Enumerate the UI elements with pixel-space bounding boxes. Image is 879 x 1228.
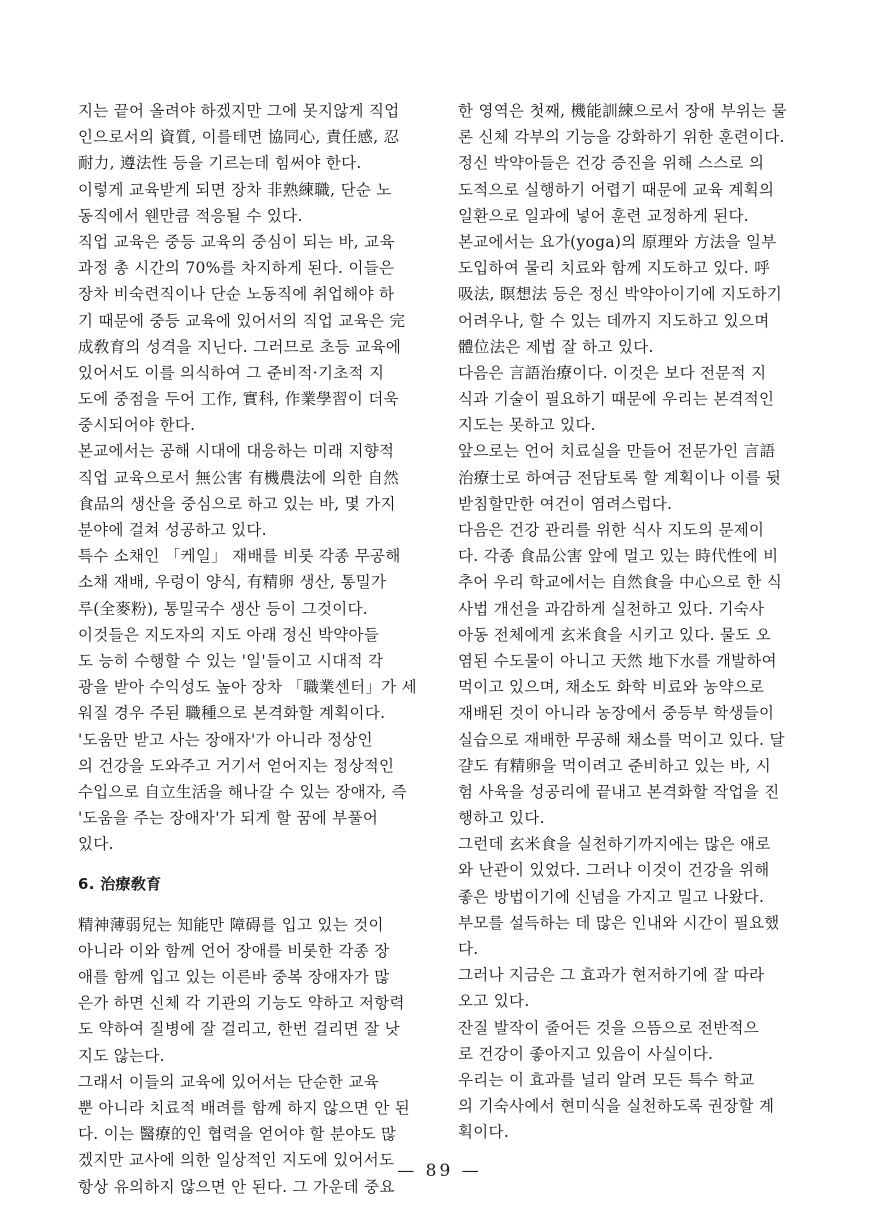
left-text-line: 장차 비숙련직이나 단순 노동직에 취업해야 하 [78, 285, 395, 304]
page-number: — 89 — [397, 1161, 482, 1181]
left-text-line: 이렇게 교육받게 되면 장차 非熟練職, 단순 노 [78, 180, 392, 199]
right-text-line: 다. [458, 940, 479, 958]
left-text-line: 동직에서 웬만큼 적응될 수 있다. [78, 206, 303, 225]
right-text-line: 일환으로 일과에 넣어 훈련 교정하게 된다. [458, 206, 750, 225]
spacer [78, 857, 430, 871]
section-heading: 6. 治療敎育 [78, 875, 162, 894]
left-text-line: 워질 경우 주된 職種으로 본격화할 계획이다. [78, 704, 386, 723]
right-text-line: 한 영역은 첫째, 機能訓練으로서 장애 부위는 물 [458, 102, 787, 120]
left-text-line: 도에 중점을 두어 工作, 實科, 作業學習이 더욱 [78, 390, 399, 409]
left-text-line: 耐力, 遵法性 등을 기르는데 힘써야 한다. [78, 154, 362, 173]
left-text-line: 애를 함께 입고 있는 이른바 중복 장애자가 많 [78, 968, 390, 986]
left-text-line: 지도 않는다. [78, 1046, 165, 1065]
left-text-line: 있어서도 이를 의식하여 그 준비적·기초적 지 [78, 363, 385, 382]
left-text-line: 겠지만 교사에 의한 일상적인 지도에 있어서도 [78, 1151, 395, 1170]
right-text-line: 다. 각종 食品公害 앞에 멀고 있는 時代性에 비 [458, 547, 779, 566]
right-text-line: 오고 있다. [458, 992, 530, 1011]
right-text-line: 정신 박약아들은 건강 증진을 위해 스스로 의 [458, 154, 765, 173]
left-text-line: 수입으로 自立生活을 해나갈 수 있는 장애자, 즉 [78, 782, 407, 801]
right-text-line: 부모를 설득하는 데 많은 인내와 시간이 필요했 [458, 913, 780, 932]
right-text-line: 염된 수도물이 아니고 天然 地下水를 개발하여 [458, 651, 777, 670]
left-text-line: 항상 유의하지 않으면 안 된다. 그 가운데 중요 [78, 1177, 395, 1196]
left-text-line: 精神薄弱兒는 知能만 障碍를 입고 있는 것이 [78, 915, 384, 934]
right-text-line: 治療士로 하여금 전담토록 할 계획이나 이를 뒷 [458, 468, 782, 487]
right-text-line: 앞으로는 언어 치료실을 만들어 전문가인 言語 [458, 442, 776, 461]
right-text-line: 우리는 이 효과를 널리 알려 모든 특수 학교 [458, 1070, 755, 1089]
left-text-line: 루(全麥粉), 통밀국수 생산 등이 그것이다. [78, 599, 369, 618]
right-text-line: 행하고 있다. [458, 809, 545, 828]
left-text-line: 분야에 걸쳐 성공하고 있다. [78, 521, 267, 539]
left-text-line: 광을 받아 수익성도 높아 장차 「職業센터」가 세 [78, 678, 417, 697]
left-text-line: 그래서 이들의 교육에 있어서는 단순한 교육 [78, 1072, 380, 1091]
right-text-line: 획이다. [458, 1123, 510, 1142]
right-text-line: 사법 개선을 과감하게 실천하고 있다. 기숙사 [458, 599, 765, 618]
left-column [78, 98, 430, 1200]
right-text-line: 추어 우리 학교에서는 自然食을 中心으로 한 식 [458, 573, 783, 592]
spacer [78, 898, 430, 912]
left-text-line: 소채 재배, 우렁이 양식, 有精卵 생산, 통밀가 [78, 573, 387, 592]
right-text-line: 재배된 것이 아니라 농장에서 중등부 학생들이 [458, 704, 775, 723]
right-text-line: 어려우나, 할 수 있는 데까지 지도하고 있으며 [458, 311, 770, 330]
right-text-line: 식과 기술이 필요하기 때문에 우리는 본격적인 [458, 390, 775, 409]
right-text-line: 도적으로 실행하기 어렵기 때문에 교육 계획의 [458, 180, 775, 199]
left-text-line: 도 능히 수행할 수 있는 '일'들이고 시대적 각 [78, 651, 384, 670]
left-text-line: 의 건강을 도와주고 거기서 얻어지는 정상적인 [78, 756, 395, 775]
right-text-line: 와 난관이 있었다. 그러나 이것이 건강을 위해 [458, 861, 770, 880]
right-text-line: 받침할만한 여건이 염려스럽다. [458, 494, 673, 513]
left-text-line: 특수 소채인 「케일」 재배를 비롯 각종 무공해 [78, 547, 401, 566]
right-text-line: 다음은 言語治療이다. 이것은 보다 전문적 지 [458, 363, 767, 382]
left-text-line: 도 약하여 질병에 잘 걸리고, 한번 걸리면 잘 낫 [78, 1020, 400, 1039]
left-text-line: 食品의 생산을 중심으로 하고 있는 바, 몇 가지 [78, 494, 396, 513]
left-text-line: '도움만 받고 사는 장애자'가 아니라 정상인 [78, 730, 373, 749]
left-text-line: 아니라 이와 함께 언어 장애를 비롯한 각종 장 [78, 941, 390, 960]
left-text-line: 직업 교육으로서 無公害 有機農法에 의한 自然 [78, 468, 400, 487]
right-text-line: 體位法은 제법 잘 하고 있다. [458, 337, 654, 356]
left-text-line: 뿐 아니라 치료적 배려를 함께 하지 않으면 안 된 [78, 1098, 411, 1117]
right-text-line: 아동 전체에게 玄米食을 시키고 있다. 물도 오 [458, 625, 772, 644]
left-text-line: 과정 총 시간의 70%를 차지하게 된다. 이들은 [78, 259, 395, 278]
right-text-line: 지도는 못하고 있다. [458, 416, 596, 435]
left-text-line: 은가 하면 신체 각 기관의 기능도 약하고 저항력 [78, 994, 405, 1013]
right-text-line: 실습으로 재배한 무공해 채소를 먹이고 있다. 달 [458, 730, 785, 749]
left-text-line: 기 때문에 중등 교육에 있어서의 직업 교육은 完 [78, 311, 406, 330]
right-text-line: 본교에서는 요가(yoga)의 原理와 方法을 일부 [458, 232, 777, 251]
right-text-line: 험 사육을 성공리에 끝내고 본격화할 작업을 진 [458, 782, 780, 801]
left-text-line: '도움을 주는 장애자'가 되게 할 꿈에 부풀어 [78, 809, 379, 828]
left-text-line: 중시되어야 한다. [78, 416, 196, 435]
left-text-line: 있다. [78, 835, 114, 854]
right-text-line: 吸法, 瞑想法 등은 정신 박약아이기에 지도하기 [458, 285, 783, 304]
left-text-line: 본교에서는 공해 시대에 대응하는 미래 지향적 [78, 442, 395, 461]
right-text-line: 먹이고 있으며, 채소도 화학 비료와 농약으로 [458, 678, 765, 697]
right-text-line: 그런데 玄米食을 실천하기까지에는 많은 애로 [458, 835, 771, 854]
right-text-line: 잔질 발작이 줄어든 것을 으뜸으로 전반적으 [458, 1018, 760, 1037]
left-text-line: 이것들은 지도자의 지도 아래 정신 박약아들 [78, 625, 380, 644]
right-text-line: 도입하여 물리 치료와 함께 지도하고 있다. 呼 [458, 259, 771, 278]
left-text-line: 직업 교육은 중등 교육의 중심이 되는 바, 교육 [78, 232, 395, 251]
right-text-line: 그러나 지금은 그 효과가 현저하기에 잘 따라 [458, 966, 765, 985]
right-text-line: 론 신체 각부의 기능을 강화하기 위한 훈련이다. [458, 128, 785, 147]
right-text-line: 걀도 有精卵을 먹이려고 준비하고 있는 바, 시 [458, 756, 772, 775]
left-text-line: 成敎育의 성격을 지닌다. 그러므로 초등 교육에 [78, 337, 402, 356]
right-text-line: 좋은 방법이기에 신념을 가지고 밀고 나왔다. [458, 887, 765, 906]
right-text-line: 다음은 건강 관리를 위한 식사 지도의 문제이 [458, 521, 765, 539]
left-text-line: 인으로서의 資質, 이를테면 協同心, 責任感, 忍 [78, 128, 400, 147]
right-text-line: 로 건강이 좋아지고 있음이 사실이다. [458, 1044, 714, 1063]
right-text-line: 의 기숙사에서 현미식을 실천하도록 권장할 계 [458, 1097, 775, 1116]
left-text-line: 지는 끝어 올려야 하겠지만 그에 못지않게 직업 [78, 102, 400, 120]
right-column [458, 98, 808, 1146]
left-text-line: 다. 이는 醫療的인 협력을 얻어야 할 분야도 많 [78, 1125, 397, 1144]
